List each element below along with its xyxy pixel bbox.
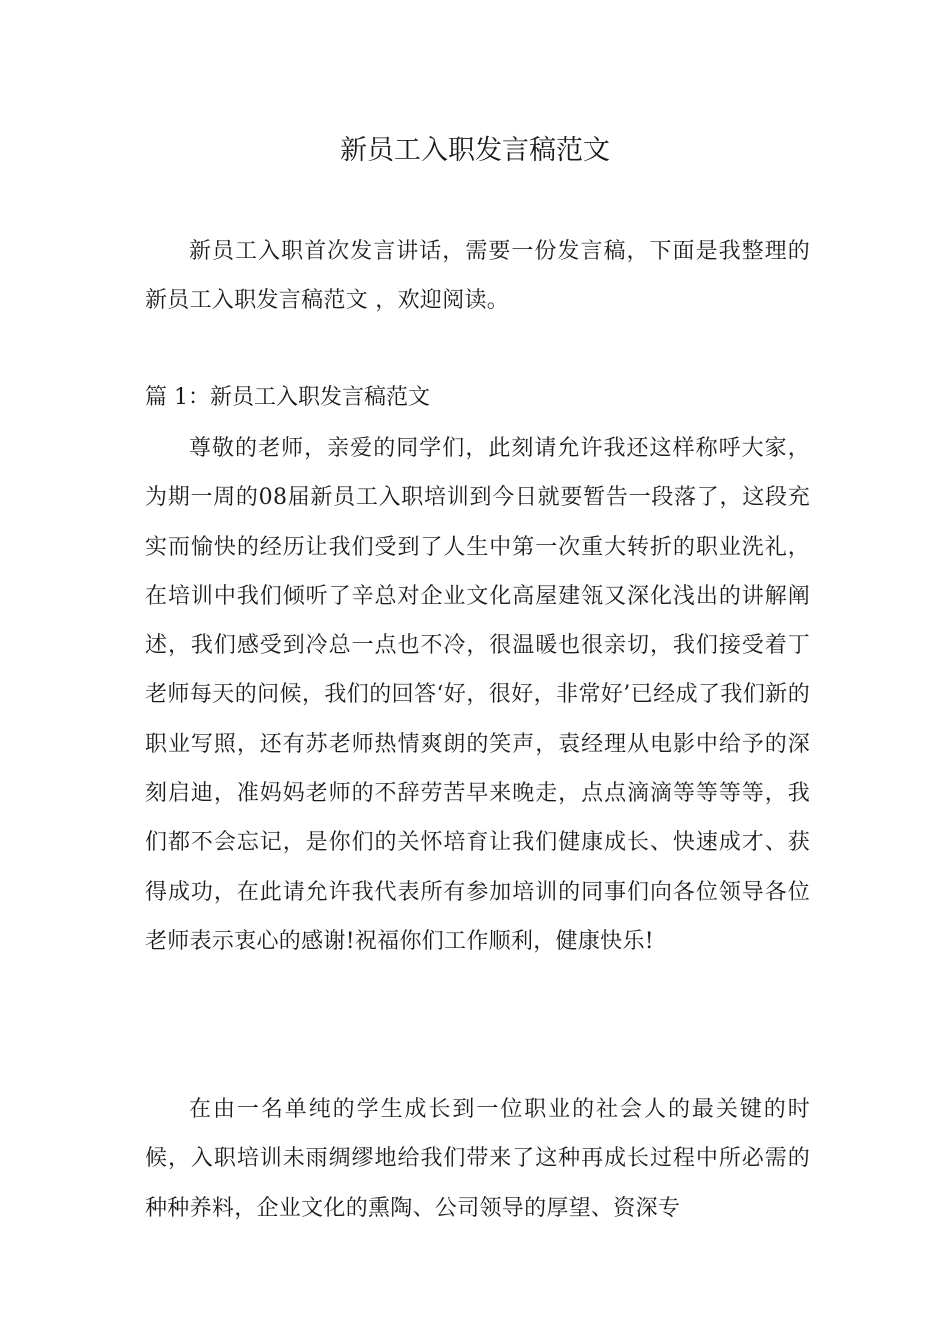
body-paragraph-1: 尊敬的老师，亲爱的同学们，此刻请允许我还这样称呼大家，为期一周的08届新员工入职培训到今日就要暂告一段落了，这段充实而愉快的经历让我们受到了人生中第一次重大转折的职业洗礼，在培训中我们倾听了辛总对企业文化高屋建瓴又深化浅出的讲解阐述，我们感受到冷总一点也不冷，很温暖也很亲切，我们接受着丁老师每天的问候，我们的回答‘好，很好，非常好’已经成了我们新的职业写照，还有苏老师热情爽朗的笑声，袁经理从电影中给予的深刻启迪，准妈妈老师的不辞劳苦早来晚走，点点滴滴等等等等，我们都不会忘记，是你们的关怀培育让我们健康成长、快速成才、获得成功，在此请允许我代表所有参加培训的同事们向各位领导各位老师表示衷心的感谢!祝福你们工作顺利，健康快乐! [145, 436, 810, 954]
intro-paragraph: 新员工入职首次发言讲话，需要一份发言稿，下面是我整理的新员工入职发言稿范文 ，欢迎阅读。 [145, 239, 810, 313]
document-title: 新员工入职发言稿范文 [340, 135, 610, 166]
section-heading: 篇 1：新员工入职发言稿范文 [145, 385, 430, 410]
body-paragraph-2: 在由一名单纯的学生成长到一位职业的社会人的最关键的时候，入职培训未雨绸缪地给我们带来了这种再成长过程中所必需的种种养料，企业文化的熏陶、公司领导的厚望、资深专 [145, 1097, 810, 1221]
